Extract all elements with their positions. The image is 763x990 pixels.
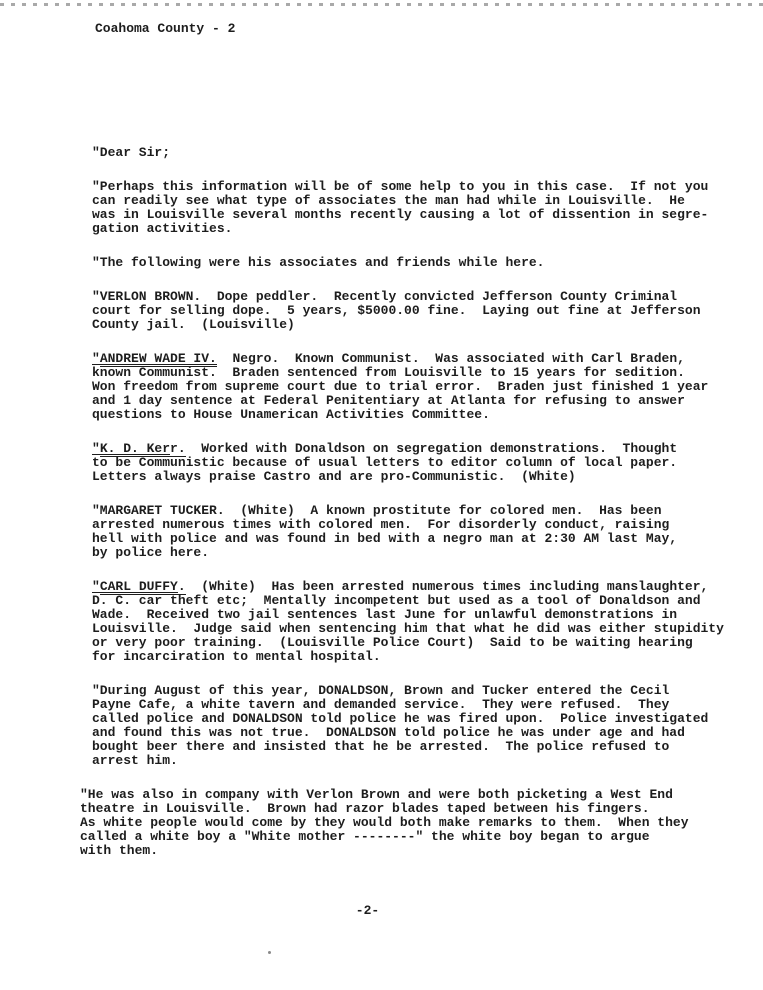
paragraph bbox=[92, 580, 742, 664]
text-segment: "During August of this year, DONALDSON, Brown and Tucker entered the Cecil bbox=[92, 683, 670, 698]
document-body bbox=[80, 145, 742, 858]
page-header-title: Coahoma County - 2 bbox=[95, 21, 236, 36]
text-segment: "He was also in company with Verlon Brown and were both picketing a West End bbox=[80, 787, 673, 802]
text-line bbox=[92, 194, 742, 208]
text-segment: and found this was not true. DONALDSON told police he was under age and had bbox=[92, 725, 685, 740]
text-segment: arrest him. bbox=[92, 753, 178, 768]
paragraph bbox=[92, 442, 742, 484]
text-line bbox=[92, 256, 742, 270]
text-segment: "The following were his associates and friends while here. bbox=[92, 255, 545, 270]
emphasized-text: D. C. car t bbox=[92, 593, 178, 608]
page-number: -2- bbox=[355, 903, 380, 918]
text-segment: Payne Cafe, a white tavern and demanded service. They were refused. They bbox=[92, 697, 670, 712]
text-segment: (White) Has been arrested numerous times including manslaughter, bbox=[185, 579, 709, 594]
emphasized-text: CARL DUFFY. bbox=[99, 579, 186, 594]
scan-artifact-dot bbox=[268, 951, 271, 954]
text-line bbox=[92, 180, 742, 194]
text-segment: and 1 day sentence at Federal Penitentiary at Atlanta for refusing to answer bbox=[92, 393, 685, 408]
text-segment: heft etc; Mentally incompetent but used as a tool of Donaldson and bbox=[177, 593, 701, 608]
text-segment: " bbox=[92, 579, 100, 594]
perforation-dotted-line bbox=[0, 3, 763, 6]
text-segment: "MARGARET TUCKER. (White) A known prostitute for colored men. Has been bbox=[92, 503, 662, 518]
text-segment: "Dear Sir; bbox=[92, 145, 171, 160]
text-line bbox=[92, 580, 742, 594]
text-line bbox=[92, 304, 742, 318]
text-line bbox=[92, 532, 742, 546]
text-line bbox=[92, 546, 742, 560]
text-segment: arrested numerous times with colored men. For disorderly conduct, raising bbox=[92, 517, 670, 532]
text-segment: Wade. Received two jail sentences last June for unlawful demonstrations in bbox=[92, 607, 678, 622]
text-line bbox=[92, 518, 742, 532]
text-line bbox=[80, 816, 742, 830]
text-segment: hell with police and was found in bed with a negro man at 2:30 AM last May, bbox=[92, 531, 678, 546]
text-line bbox=[92, 754, 742, 768]
text-line bbox=[92, 740, 742, 754]
text-line bbox=[92, 608, 742, 622]
text-line bbox=[80, 844, 742, 858]
paragraph bbox=[80, 788, 742, 858]
text-segment: Louisville. Judge said when sentencing him that what he did was either stupidity bbox=[92, 621, 724, 636]
text-line bbox=[92, 290, 742, 304]
text-line bbox=[92, 318, 742, 332]
text-segment: " bbox=[92, 441, 100, 456]
paragraph bbox=[92, 684, 742, 768]
paragraph bbox=[92, 180, 742, 236]
text-segment: Letters always praise Castro and are pro-Communistic. (White) bbox=[92, 469, 576, 484]
emphasized-text: K. D. Kerr. bbox=[99, 441, 186, 456]
text-line bbox=[92, 698, 742, 712]
text-line bbox=[92, 146, 742, 160]
text-segment: As white people would come by they would both make remarks to them. When they bbox=[80, 815, 689, 830]
text-line bbox=[92, 504, 742, 518]
emphasized-text: known Communist. bbox=[92, 365, 217, 380]
text-segment: "Perhaps this information will be of some help to you in this case. If not you bbox=[92, 179, 709, 194]
text-line bbox=[92, 684, 742, 698]
paragraph bbox=[92, 352, 742, 422]
text-line bbox=[92, 394, 742, 408]
text-segment: was in Louisville several months recently causing a lot of dissention in segre- bbox=[92, 207, 709, 222]
text-segment: Won freedom from supreme court due to trial error. Braden just finished 1 year bbox=[92, 379, 709, 394]
text-segment: questions to House Unamerican Activities Committee. bbox=[92, 407, 490, 422]
text-line bbox=[92, 380, 742, 394]
text-segment: Worked with Donaldson on segregation demonstrations. Thought bbox=[185, 441, 678, 456]
text-line bbox=[92, 622, 742, 636]
text-segment: unistic because of usual letters to editor column of local paper. bbox=[170, 455, 678, 470]
text-segment: called police and DONALDSON told police he was fired upon. Police investigated bbox=[92, 711, 709, 726]
text-segment: Negro. Known Communist. Was associated with Carl Braden, bbox=[216, 351, 685, 366]
text-line bbox=[92, 456, 742, 470]
text-line bbox=[92, 208, 742, 222]
text-line bbox=[92, 712, 742, 726]
text-segment: court for selling dope. 5 years, $5000.00 fine. Laying out fine at Jefferson bbox=[92, 303, 701, 318]
text-line bbox=[92, 636, 742, 650]
text-segment: for incarciration to mental hospital. bbox=[92, 649, 381, 664]
text-line bbox=[92, 222, 742, 236]
text-line bbox=[92, 366, 742, 380]
text-segment: called a white boy a "White mother --------" the white boy began to argue bbox=[80, 829, 650, 844]
text-segment: or very poor training. (Louisville Police Court) Said to be waiting hearing bbox=[92, 635, 693, 650]
text-line bbox=[92, 442, 742, 456]
text-line bbox=[80, 802, 742, 816]
text-segment: "VERLON BROWN. Dope peddler. Recently convicted Jefferson County Criminal bbox=[92, 289, 678, 304]
paragraph bbox=[92, 146, 742, 160]
text-line bbox=[80, 830, 742, 844]
text-line bbox=[92, 726, 742, 740]
text-segment: gation activities. bbox=[92, 221, 233, 236]
paragraph bbox=[92, 504, 742, 560]
text-line bbox=[92, 650, 742, 664]
text-segment: " bbox=[92, 351, 100, 366]
emphasized-text: to be Comm bbox=[92, 455, 171, 470]
text-segment: theatre in Louisville. Brown had razor blades taped between his fingers. bbox=[80, 801, 650, 816]
text-segment: bought beer there and insisted that he be arrested. The police refused to bbox=[92, 739, 670, 754]
paragraph bbox=[92, 290, 742, 332]
paragraph bbox=[92, 256, 742, 270]
text-segment: with them. bbox=[80, 843, 159, 858]
text-line bbox=[80, 788, 742, 802]
text-segment: by police here. bbox=[92, 545, 210, 560]
text-segment: County jail. (Louisville) bbox=[92, 317, 295, 332]
text-segment: can readily see what type of associates the man had while in Louisville. He bbox=[92, 193, 685, 208]
text-line bbox=[92, 594, 742, 608]
text-segment: Braden sentenced from Louisville to 15 years for sedition. bbox=[216, 365, 685, 380]
emphasized-text: ANDREW WADE IV. bbox=[99, 351, 217, 366]
text-line bbox=[92, 408, 742, 422]
text-line bbox=[92, 470, 742, 484]
